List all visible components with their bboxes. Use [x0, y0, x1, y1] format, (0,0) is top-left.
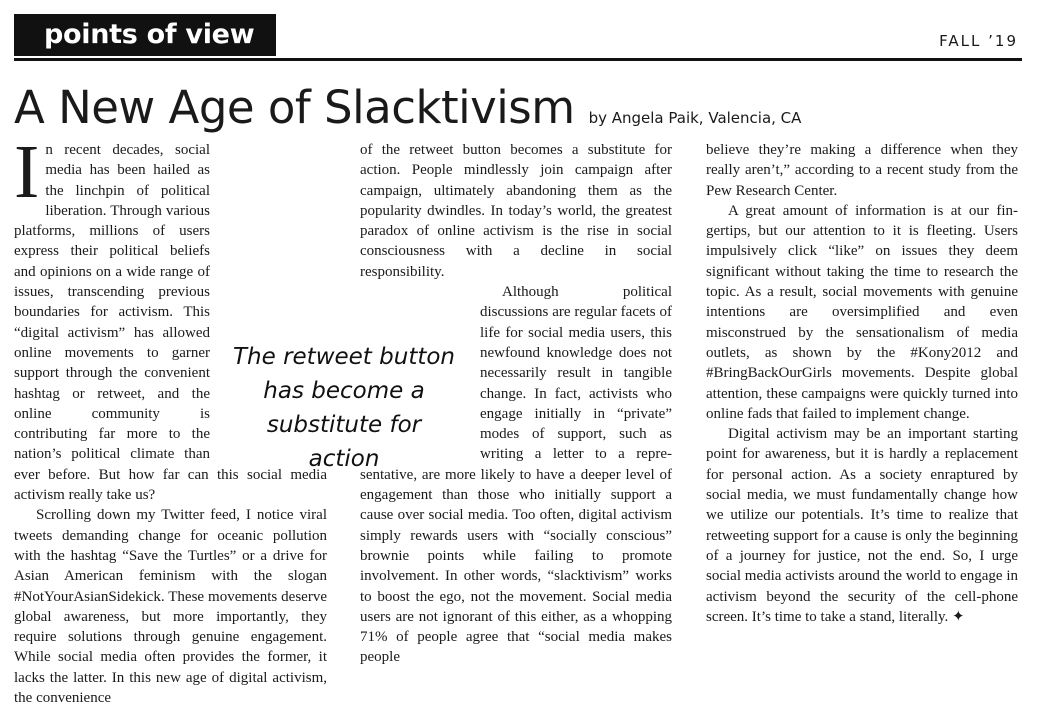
paragraph-6: A great amount of information is at our fingertips, but our attention to it is fleeting. Users impulsively click “like” on issues they deem significant without taking the time to research the topic. As a result, social movements with genuine intentions are oversimplified and even misconstrued by the sensationalism of media outlets, as shown by the #Kony2012 and #BringBackOurGirls movements. Despite global attention, these campaigns were quickly turned into online fads that failed to implement change.: [706, 202, 1018, 422]
article-byline: by Angela Paik, Valencia, CA: [588, 109, 802, 127]
section-header: [14, 14, 1022, 61]
article-title: A New Age of Slacktivism: [14, 81, 575, 134]
pull-quote: The retweet button has become a substitute for action: [232, 344, 455, 472]
paragraph-4-text: Although political discussions are regular facets of life for social media users, this newfound knowledge does not necessarily result in tangible change. In fact, activists who engage initially in “private” modes of support, such as writing a letter to a representative, are more likely to have a deeper level of engagement than those who initially support a cause over social media. Too often, digital activism simply rewards users with “socially conscious” brownie points while failing to promote involvement. In other words, “slacktivism” works to boost the ego, not the movement. Social media users are not ignorant of this either, as a whopping 71% of people agree that “social media makes people: [360, 284, 672, 666]
drop-cap: I: [14, 130, 40, 214]
paragraph-2: Scrolling down my Twitter feed, I notice viral tweets demanding change for oceanic pollution with the hashtag “Save the Turtles” or a drive for Asian American feminism with the slogan #NotYourAsianSidekick. These movements deserve global awareness, but more importantly, they require solutions through genuine engagement. While social media often provides the former, it lacks the latter. In this new age of digital activism, the convenience: [14, 507, 327, 707]
issue-label: FALL ’19: [939, 32, 1018, 50]
section-tag: points of view: [14, 14, 276, 56]
paragraph-3: of the retweet button becomes a substitute for action. People mindlessly join campaign after campaign, ultimately abandoning them as the popularity dwindles. In today’s world, the greatest paradox of online activism is the rise in social consciousness with a decline in social responsibility.: [360, 142, 672, 280]
paragraph-7: Digital activism may be an important starting point for awareness, but it is hardly a replacement for personal action. As a society enraptured by social media, we must fundamentally change how we utilize our potentials. It’s time to realize that retweeting support for a cause is only the beginning of a journey for justice, not the end. So, I urge social media activists around the world to engage in activism beyond the security of the cell-phone screen. It’s time to take a stand, literally. ✦: [706, 426, 1018, 625]
column-3: [706, 140, 1018, 627]
paragraph-5: believe they’re making a difference when they really aren’t,” according to a recent study from the Pew Research Center.: [706, 142, 1018, 199]
title-row: [14, 80, 1024, 140]
paragraph-1-text: n recent decades, social media has been hailed as the linchpin of political liberation. Through various platforms, millions of users express their political beliefs and opinions on a wide range of issues, transcending previous boundaries for activism. This “digital activism” has allowed online movements to garner support through the convenient hashtag or retweet, and the online community is contributing far more to the nation’s political climate than ever before. But how far can this social media activism really take us?: [14, 142, 327, 504]
